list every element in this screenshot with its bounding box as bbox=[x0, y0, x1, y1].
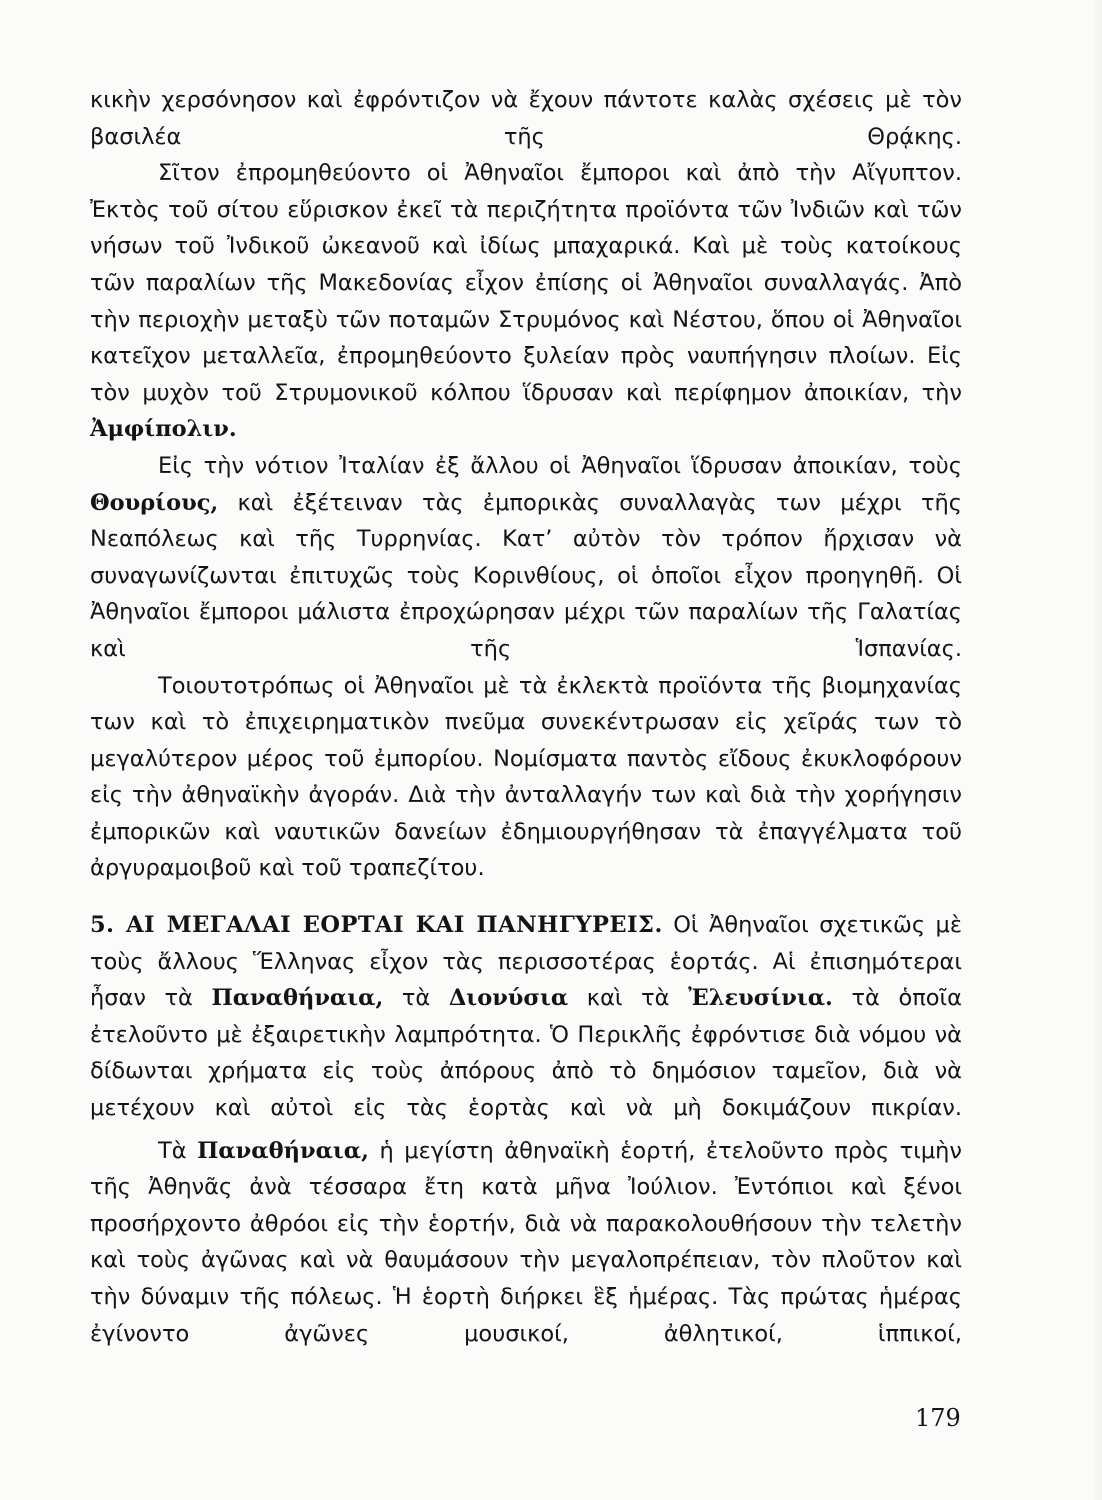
page-edge-shadow bbox=[1092, 0, 1102, 1500]
section-paragraph-1-text-c: καὶ τὰ bbox=[568, 985, 689, 1012]
section-heading: 5. ΑΙ ΜΕΓΑΛΑΙ ΕΟΡΤΑΙ ΚΑΙ ΠΑΝΗΓΥΡΕΙΣ. bbox=[90, 912, 663, 939]
bold-term-dionysia: Διονύσια bbox=[448, 985, 569, 1012]
paragraph-2 bbox=[90, 155, 962, 448]
page-number: 179 bbox=[915, 1404, 961, 1432]
bold-term-amphipolis: Ἀμφίπολιν. bbox=[90, 416, 237, 443]
paragraph-3-text-a: Εἰς τὴν νότιον Ἰταλίαν ἐξ ἄλλου οἱ Ἀθηναῖοι ἵδρυσαν ἀποικίαν, τοὺς bbox=[158, 452, 962, 479]
paragraph-1-text: κικὴν χερσόνησον καὶ ἐφρόντιζον νὰ ἔχουν πάντοτε καλὰς σχέσεις μὲ τὸν βασιλέα τῆς Θρᾴκης. bbox=[90, 87, 962, 150]
paragraph-3-text-b: καὶ ἐξέτειναν τὰς ἐμπορικὰς συναλλαγὰς των μέχρι τῆς Νεαπόλεως καὶ τῆς Τυρρηνίας. Κατ’ αὐτὸν τὸν τρόπον ἤρχισαν νὰ συναγωνίζωνται ἐπιτυχῶς τοὺς Κορινθίους, οἱ ὁποῖοι εἶχον προηγηθῆ. Οἱ Ἀθηναῖοι ἔμποροι μάλιστα ἐπροχώρησαν μέχρι τῶν παραλίων τῆς Γαλατίας καὶ τῆς Ἱσπανίας. bbox=[90, 489, 962, 662]
section-paragraph-2-text-b: ἡ μεγίστη ἀθηναϊκὴ ἑορτή, ἐτελοῦντο πρὸς τιμὴν τῆς Ἀθηνᾶς ἀνὰ τέσσαρα ἔτη κατὰ μῆνα Ἰούλιον. Ἐντόπιοι καὶ ξένοι προσήρχοντο ἀθρόοι εἰς τὴν ἑορτήν, διὰ νὰ παρακολουθήσουν τὴν τελετὴν καὶ τοὺς ἀγῶνας καὶ νὰ θαυμάσουν τὴν μεγαλοπρέπειαν, τὸν πλοῦτον καὶ τὴν δύναμιν τῆς πόλεως. Ἡ ἑορτὴ διήρκει ἓξ ἡμέρας. Τὰς πρώτας ἡμέρας ἐγίνοντο ἀγῶνες μουσικοί, ἀθλητικοί, ἱππικοί, bbox=[90, 1137, 962, 1347]
paragraph-3 bbox=[90, 448, 962, 668]
section-paragraph-2-text-a: Τὰ bbox=[158, 1137, 198, 1164]
bold-term-eleusinia: Ἐλευσίνια. bbox=[688, 985, 833, 1012]
page-body bbox=[90, 82, 962, 1352]
section-paragraph-2 bbox=[90, 1133, 962, 1353]
paragraph-2-text: Σῖτον ἐπρομηθεύοντο οἱ Ἀθηναῖοι ἔμποροι καὶ ἀπὸ τὴν Αἴγυπτον. Ἐκτὸς τοῦ σίτου εὕρισκον ἐκεῖ τὰ περιζήτητα προϊόντα τῶν Ἰνδιῶν καὶ τῶν νήσων τοῦ Ἰνδικοῦ ὠκεανοῦ καὶ ἰδίως μπαχαρικά. Καὶ μὲ τοὺς κατοίκους τῶν παραλίων τῆς Μακεδονίας εἶχον ἐπίσης οἱ Ἀθηναῖοι συναλλαγάς. Ἀπὸ τὴν περιοχὴν μεταξὺ τῶν ποταμῶν Στρυμόνος καὶ Νέστου, ὅπου οἱ Ἀθηναῖοι κατεῖχον μεταλλεῖα, ἐπρομηθεύοντο ξυλείαν πρὸς ναυπήγησιν πλοίων. Εἰς τὸν μυχὸν τοῦ Στρυμονικοῦ κόλπου ἵδρυσαν καὶ περίφημον ἀποικίαν, τὴν bbox=[90, 160, 962, 406]
bold-term-panathenaia: Παναθήναια, bbox=[211, 985, 384, 1012]
paragraph-1 bbox=[90, 82, 962, 155]
bold-term-panathenaia-2: Παναθήναια, bbox=[197, 1137, 369, 1164]
section-paragraph-1-text-a: Οἱ Ἀθηναῖοι σχετικῶς μὲ τοὺς ἄλλους Ἕλληνας εἶχον τὰς περισσοτέρας ἑορτάς. Αἱ ἐπισημότεραι ἦσαν τὰ bbox=[90, 912, 962, 1012]
section-paragraph-1-text-b: τὰ bbox=[383, 985, 449, 1012]
paragraph-4 bbox=[90, 668, 962, 888]
section-paragraph-1-text-d: τὰ ὁποῖα ἐτελοῦντο μὲ ἐξαιρετικὴν λαμπρότητα. Ὁ Περικλῆς ἐφρόντισε διὰ νόμου νὰ δίδωνται χρήματα εἰς τοὺς ἀπόρους ἀπὸ τὸ δημόσιον ταμεῖον, διὰ νὰ μετέχουν καὶ αὐτοὶ εἰς τὰς ἑορτὰς καὶ νὰ μὴ δοκιμάζουν πικρίαν. bbox=[90, 985, 962, 1122]
section-paragraph-1 bbox=[90, 907, 962, 1127]
paragraph-4-text: Τοιουτοτρόπως οἱ Ἀθηναῖοι μὲ τὰ ἐκλεκτὰ προϊόντα τῆς βιομηχανίας των καὶ τὸ ἐπιχειρηματικὸν πνεῦμα συνεκέντρωσαν εἰς χεῖράς των τὸ μεγαλύτερον μέρος τοῦ ἐμπορίου. Νομίσματα παντὸς εἴδους ἐκυκλοφόρουν εἰς τὴν ἀθηναϊκὴν ἀγοράν. Διὰ τὴν ἀνταλλαγήν των καὶ διὰ τὴν χορήγησιν ἐμπορικῶν καὶ ναυτικῶν δανείων ἐδημιουργήθησαν τὰ ἐπαγγέλματα τοῦ ἀργυραμοιβοῦ καὶ τοῦ τραπεζίτου. bbox=[90, 672, 962, 882]
bold-term-thourioi: Θουρίους, bbox=[90, 489, 219, 516]
